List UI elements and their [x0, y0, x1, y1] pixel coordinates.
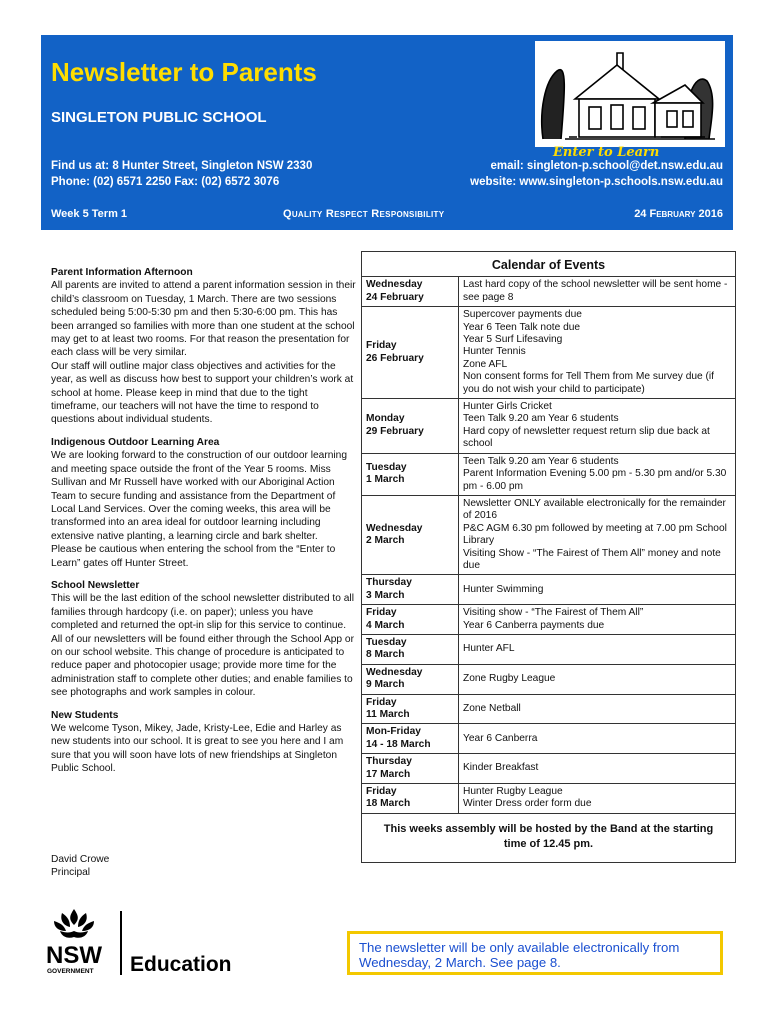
calendar-events	[459, 495, 736, 574]
calendar-event: Year 5 Surf Lifesaving	[463, 334, 563, 346]
calendar-day	[362, 453, 459, 495]
article-parent-information	[51, 266, 357, 427]
calendar-weekday: Monday	[366, 413, 405, 425]
calendar-weekday: Friday	[366, 340, 397, 352]
calendar-row	[362, 724, 735, 754]
calendar-row	[362, 784, 735, 814]
school-name: SINGLETON PUBLIC SCHOOL	[51, 109, 267, 126]
calendar-events	[459, 754, 736, 784]
article-heading: New Students	[51, 709, 119, 721]
calendar-events	[459, 634, 736, 664]
calendar-row	[362, 495, 735, 574]
calendar-date: 4 March	[366, 619, 405, 631]
address: Find us at: 8 Hunter Street, Singleton NSW 2330	[51, 160, 313, 172]
phone-fax: Phone: (02) 6571 2250 Fax: (02) 6572 3076	[51, 176, 280, 188]
calendar-events	[459, 453, 736, 495]
email[interactable]: email: singleton-p.school@det.nsw.edu.au	[490, 160, 723, 172]
calendar-weekday: Friday	[366, 607, 397, 619]
calendar-date: 8 March	[366, 649, 405, 661]
education-wordmark: Education	[130, 953, 232, 976]
calendar-events	[459, 784, 736, 814]
calendar-event: Hunter AFL	[463, 643, 515, 655]
article-body: We are looking forward to the construction of our outdoor learning and meeting space outside the front of the Year 5 rooms. Miss Sullivan and Mr Russell have worked with our Aboriginal Action Team to secure funding and assistance from the Department of Local Land Services. Over the coming weeks, this area will be transformed into an area ideal for outdoor learning including extensive native planting, a learning circle and bark shelter.	[51, 450, 347, 542]
calendar-weekday: Wednesday	[366, 522, 423, 534]
calendar-day	[362, 724, 459, 754]
electronic-newsletter-notice: The newsletter will be only available electronically from Wednesday, 2 March. See page 8.	[347, 931, 723, 975]
school-building-image	[535, 41, 725, 147]
calendar-row	[362, 605, 735, 635]
calendar-event: Supercover payments due	[463, 309, 582, 321]
calendar-events	[459, 307, 736, 399]
article-heading: Parent Information Afternoon	[51, 267, 193, 278]
online-contact	[470, 158, 723, 190]
article-heading: Indigenous Outdoor Learning Area	[51, 436, 220, 448]
calendar-row	[362, 453, 735, 495]
calendar-title: Calendar of Events	[362, 252, 735, 277]
calendar-date: 17 March	[366, 768, 411, 780]
calendar-event: Visiting Show - “The Fairest of Them All” money and note due	[463, 547, 721, 571]
calendar-event: Year 6 Teen Talk note due	[463, 321, 581, 333]
calendar-day	[362, 694, 459, 724]
calendar-event: Teen Talk 9.20 am Year 6 students	[463, 455, 619, 467]
calendar-date: 11 March	[366, 709, 410, 720]
calendar-row	[362, 277, 735, 306]
calendar-event: Year 6 Canberra	[463, 732, 538, 744]
calendar-event: Hard copy of newsletter request return slip due back at school	[463, 425, 710, 450]
calendar-events	[459, 575, 736, 605]
calendar-events	[459, 664, 736, 694]
calendar-event: Newsletter ONLY available electronically for the remainder of 2016	[463, 497, 726, 522]
article-body: Our staff will outline major class objectives and activities for the year, as well as discuss how best to support your children’s work at school at home. Please keep in mind that due to the tight timeframe, our teachers will not have the time to respond to questions about individual students.	[51, 360, 354, 426]
website[interactable]: website: www.singleton-p.schools.nsw.edu.au	[470, 176, 723, 188]
calendar-events	[459, 694, 736, 724]
principal-role: Principal	[51, 867, 91, 879]
calendar-event: P&C AGM 6.30 pm followed by meeting at 7.00 pm School Library	[463, 522, 727, 547]
government-wordmark: GOVERNMENT	[47, 968, 94, 975]
calendar-row	[362, 399, 735, 454]
newsletter-title: Newsletter to Parents	[51, 57, 317, 87]
calendar-day	[362, 754, 459, 784]
calendar-row	[362, 634, 735, 664]
calendar-date: 29 February	[366, 425, 424, 437]
calendar-events	[459, 724, 736, 754]
calendar-day	[362, 664, 459, 694]
calendar-event: Zone AFL	[463, 358, 508, 370]
assembly-note: This weeks assembly will be hosted by the Band at the starting time of 12.45 pm.	[383, 822, 714, 850]
calendar-table	[362, 277, 735, 813]
calendar-day	[362, 307, 459, 399]
school-values: Quality Respect Responsibility	[283, 208, 445, 220]
calendar-date: 2 March	[366, 535, 405, 547]
calendar-event: Year 6 Canberra payments due	[463, 619, 605, 631]
calendar-event: Winter Dress order form due	[463, 798, 592, 810]
calendar-events	[459, 277, 736, 306]
calendar-row	[362, 307, 735, 399]
article-outdoor-learning	[51, 436, 357, 570]
calendar-date: 3 March	[366, 589, 405, 601]
calendar-event: Teen Talk 9.20 am Year 6 students	[463, 413, 619, 425]
calendar-day	[362, 605, 459, 635]
calendar-event: Hunter Rugby League	[463, 786, 563, 798]
calendar-event: Hunter Girls Cricket	[463, 401, 552, 413]
signoff	[51, 853, 109, 880]
principal-name: David Crowe	[51, 854, 110, 865]
calendar-row	[362, 754, 735, 784]
calendar-date: 1 March	[366, 474, 405, 486]
calendar-event: Hunter Tennis	[463, 346, 526, 358]
calendar-events	[459, 605, 736, 635]
calendar-event: Zone Netball	[463, 702, 521, 714]
calendar-weekday: Wednesday	[366, 666, 423, 678]
calendar-date: 26 February	[366, 352, 424, 364]
enter-to-learn-motto: Enter to Learn	[553, 145, 660, 160]
week-term: Week 5 Term 1	[51, 208, 128, 220]
calendar-event: Non consent forms for Tell Them from Me survey due (if you do not wish your child to participate)	[463, 371, 715, 395]
articles-column	[51, 266, 357, 785]
newsletter-header	[41, 35, 733, 230]
article-body: All parents are invited to attend a parent information session in their child’s classroom on Tuesday, 1 March. There are two sessions scheduled being 5:00-5:30 pm and then 5:30-6:00 pm. This has been arranged so families with more than one student at the school may get to at least two rooms. For that reason the presentation for each class will be very similar.	[51, 280, 356, 359]
calendar-of-events	[361, 251, 736, 863]
calendar-weekday: Friday	[366, 696, 397, 708]
article-body: We welcome Tyson, Mikey, Jade, Kristy-Lee, Edie and Harley as new students into our school. It is great to see you here and I am sure that you will soon have lots of new friendships at Singleton Public School.	[51, 723, 344, 775]
calendar-day	[362, 495, 459, 574]
calendar-weekday: Wednesday	[366, 279, 423, 291]
calendar-day	[362, 575, 459, 605]
article-body: Please be cautious when entering the school from the “Enter to Learn” gates off Hunter Street.	[51, 544, 336, 569]
calendar-weekday: Thursday	[366, 756, 412, 768]
contact-details	[51, 158, 312, 190]
calendar-date: 9 March	[366, 679, 405, 691]
calendar-weekday: Friday	[366, 786, 397, 798]
calendar-date: 18 March	[366, 798, 411, 810]
article-school-newsletter	[51, 579, 357, 700]
calendar-row	[362, 575, 735, 605]
article-heading: School Newsletter	[51, 579, 140, 591]
calendar-day	[362, 784, 459, 814]
calendar-row	[362, 694, 735, 724]
nsw-education-logo	[46, 905, 256, 977]
calendar-weekday: Tuesday	[366, 636, 407, 648]
calendar-event: Kinder Breakfast	[463, 762, 539, 774]
calendar-event: Zone Rugby League	[463, 672, 556, 684]
calendar-date: 24 February	[366, 291, 424, 303]
calendar-event: Hunter Swimming	[463, 583, 544, 595]
calendar-row	[362, 664, 735, 694]
calendar-day	[362, 277, 459, 306]
nsw-wordmark: NSW	[46, 942, 102, 969]
calendar-event: Visiting show - “The Fairest of Them All”	[463, 607, 644, 619]
calendar-day	[362, 399, 459, 454]
calendar-event: Parent Information Evening 5.00 pm - 5.30 pm and/or 5.30 pm - 6.00 pm	[463, 468, 727, 492]
calendar-date: 14 - 18 March	[366, 738, 431, 750]
calendar-weekday: Thursday	[366, 577, 412, 589]
calendar-event: Last hard copy of the school newsletter will be sent home - see page 8	[463, 279, 728, 303]
issue-date: 24 February 2016	[634, 208, 723, 220]
calendar-events	[459, 399, 736, 454]
article-new-students	[51, 709, 357, 776]
calendar-weekday: Mon-Friday	[366, 726, 421, 738]
calendar-weekday: Tuesday	[366, 461, 407, 473]
calendar-day	[362, 634, 459, 664]
article-body: This will be the last edition of the school newsletter distributed to all families through hardcopy (i.e. on paper); unless you have completed and returned the opt-in slip for this service to continue. All of our newsletters will be found either through the School App or on our school website. This change of procedure is anticipated to reduce paper and photocopier usage; provide more time for the administration staff to complete other duties; and enable families to see photographs and work samples in colour.	[51, 593, 354, 699]
